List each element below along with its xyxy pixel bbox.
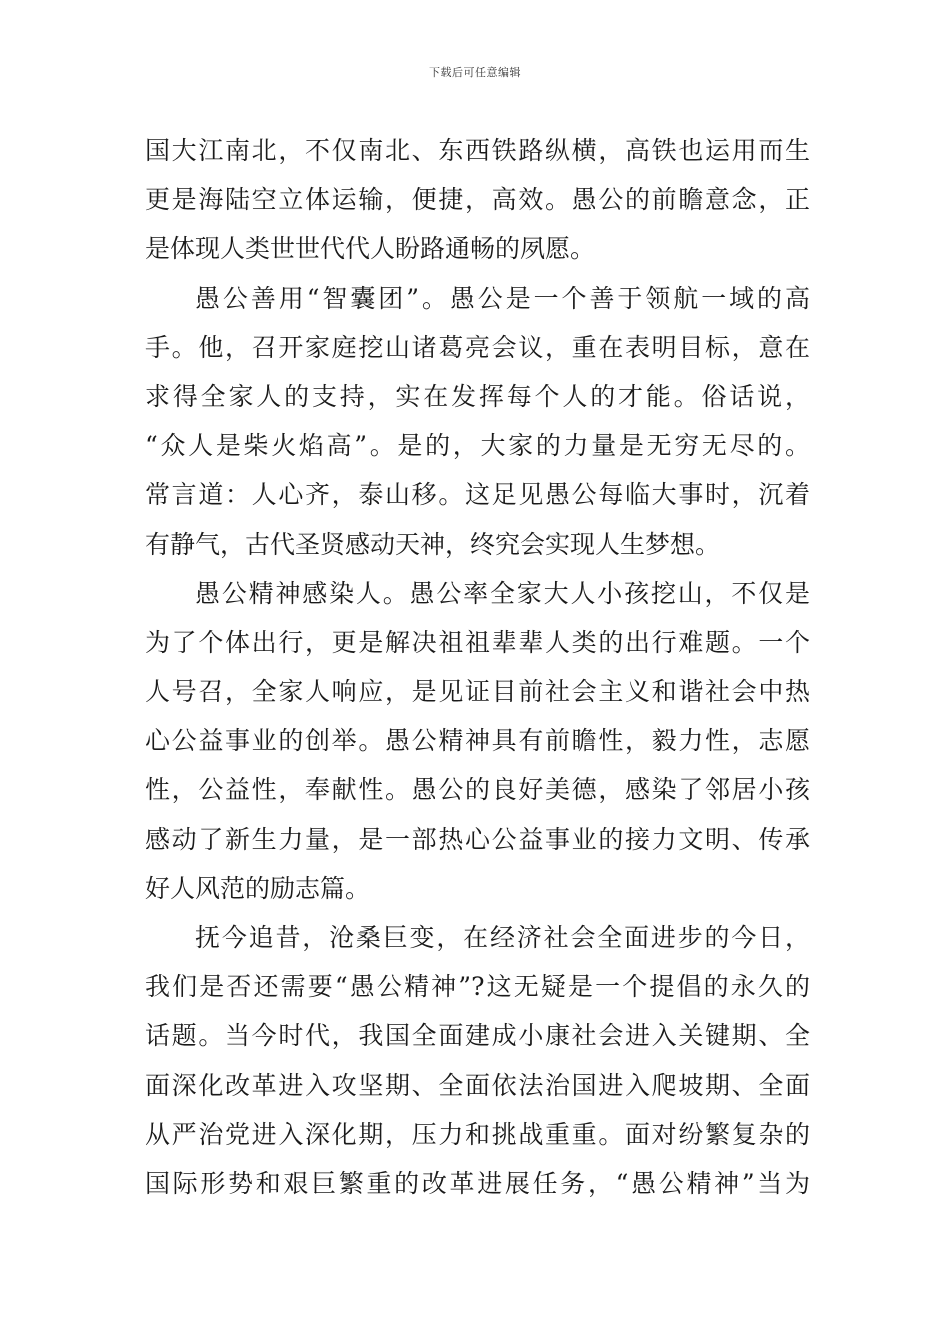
- body-text: [145, 126, 810, 1208]
- text-line: 为了个体出行，更是解决祖祖辈辈人类的出行难题。一个: [145, 627, 810, 657]
- text-line: 手。他，召开家庭挖山诸葛亮会议，重在表明目标，意在: [145, 332, 810, 362]
- text-line: 话题。当今时代，我国全面建成小康社会进入关键期、全: [145, 1021, 810, 1051]
- text-line: 抚今追昔，沧桑巨变，在经济社会全面进步的今日，: [195, 923, 810, 952]
- text-line: 好人风范的励志篇。: [145, 873, 371, 903]
- text-line: 心公益事业的创举。愚公精神具有前瞻性，毅力性，志愿: [145, 726, 810, 756]
- text-line: 有静气，古代圣贤感动天神，终究会实现人生梦想。: [145, 529, 721, 559]
- text-line: 感动了新生力量，是一部热心公益事业的接力文明、传承: [145, 824, 810, 854]
- text-line: 是体现人类世世代代人盼路通畅的夙愿。: [145, 234, 596, 264]
- text-line: 愚公善用“智囊团”。愚公是一个善于领航一域的高: [195, 283, 810, 313]
- text-line: 求得全家人的支持，实在发挥每个人的才能。俗话说，: [145, 381, 810, 411]
- text-line: 性，公益性，奉献性。愚公的良好美德，感染了邻居小孩: [145, 775, 810, 805]
- text-line: 常言道：人心齐，泰山移。这足见愚公每临大事时，沉着: [145, 480, 810, 510]
- text-line: 人号召，全家人响应，是见证目前社会主义和谐社会中热: [145, 677, 810, 707]
- text-line: “众人是柴火焰高”。是的，大家的力量是无穷无尽的。: [145, 431, 810, 461]
- text-line: 从严治党进入深化期，压力和挑战重重。面对纷繁复杂的: [145, 1119, 810, 1149]
- text-line: 愚公精神感染人。愚公率全家大人小孩挖山，不仅是: [195, 578, 810, 608]
- text-line: 更是海陆空立体运输，便捷，高效。愚公的前瞻意念，正: [145, 185, 810, 215]
- text-line: 面深化改革进入攻坚期、全面依法治国进入爬坡期、全面: [145, 1070, 810, 1100]
- text-line: 国际形势和艰巨繁重的改革进展任务，“愚公精神”当为: [145, 1168, 810, 1198]
- text-line: 国大江南北，不仅南北、东西铁路纵横，高铁也运用而生: [145, 136, 810, 165]
- page-header: 下载后可任意编辑: [429, 66, 521, 79]
- text-line: 我们是否还需要“愚公精神”?这无疑是一个提倡的永久的: [145, 972, 810, 1002]
